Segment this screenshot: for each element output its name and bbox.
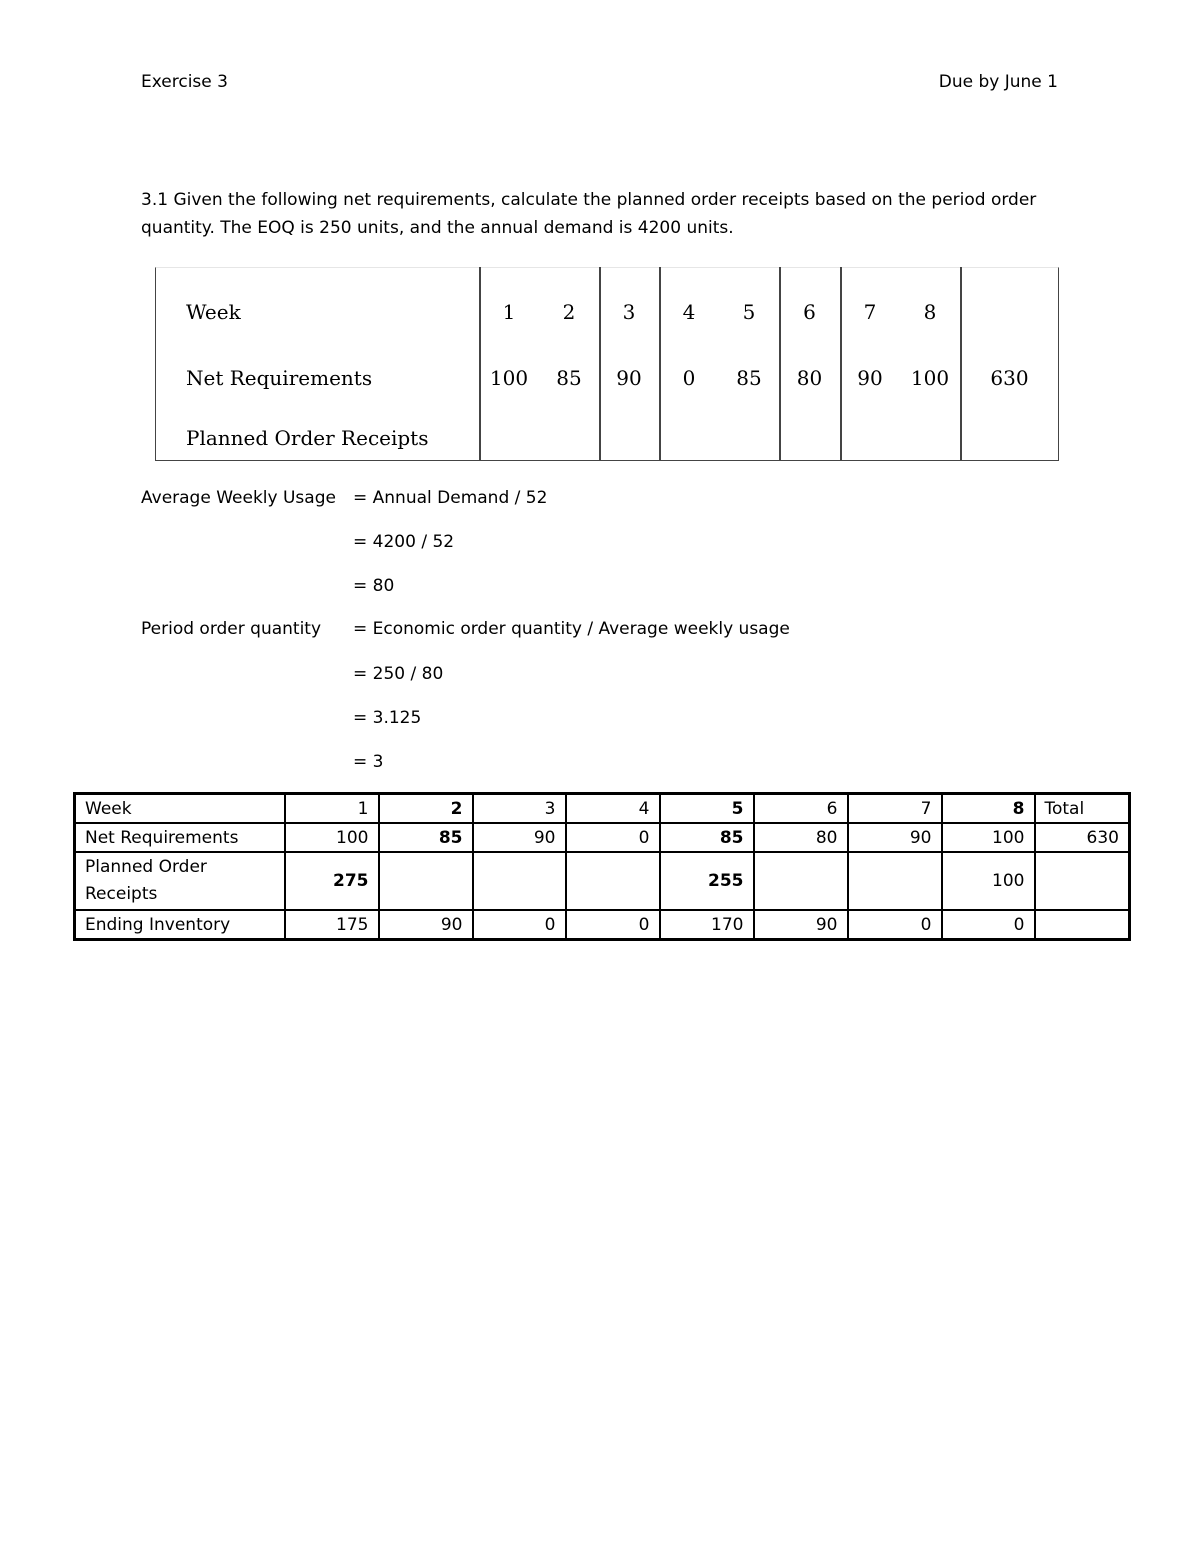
cell: 4 [682,300,696,324]
awu-result: = 80 [353,576,395,596]
cell: 100 [285,823,379,852]
question-text: 3.1 Given the following net requirements, calculate the planned order receipts based on the period order quantity. The EOQ is 250 units, and the annual demand is 4200 units. [141,190,1037,238]
cell: 90 [379,910,473,940]
row-label: Week [75,794,285,824]
result-row-net-requirements [75,823,1130,852]
poq-decimal: = 3.125 [353,708,422,728]
poq-result: = 3 [353,752,384,772]
source-table-divider [479,267,481,461]
source-table-divider [779,267,781,461]
row-label: Net Requirements [75,823,285,852]
cell: 275 [285,852,379,910]
cell: 0 [566,910,660,940]
cell: 90 [616,366,642,390]
cell: 7 [863,300,877,324]
cell [473,852,566,910]
cell: 3 [473,794,566,824]
row-label: Week [186,300,241,324]
cell: 2 [379,794,473,824]
cell: 100 [489,366,529,390]
cell: 630 [1035,823,1130,852]
cell: 0 [942,910,1035,940]
cell: 4 [566,794,660,824]
cell: 255 [660,852,754,910]
row-label: Planned Order Receipts [186,426,429,450]
cell: 100 [910,366,950,390]
cell: 1 [502,300,516,324]
cell: 8 [923,300,937,324]
result-row-ending-inventory [75,910,1130,940]
cell: 2 [562,300,576,324]
cell [754,852,848,910]
cell: 90 [473,823,566,852]
header-due-date: Due by June 1 [938,72,1058,92]
row-label: Planned Order Receipts [75,852,285,910]
cell: 3 [622,300,636,324]
cell: 6 [754,794,848,824]
row-label: Ending Inventory [75,910,285,940]
cell: 100 [942,823,1035,852]
cell: 85 [556,366,582,390]
cell: 170 [660,910,754,940]
cell: 8 [942,794,1035,824]
poq-formula: = Economic order quantity / Average weekly usage [353,619,790,639]
cell: 1 [285,794,379,824]
source-table-divider [960,267,962,461]
cell: 0 [566,823,660,852]
source-table-divider [599,267,601,461]
source-table-divider [659,267,661,461]
cell: 630 [990,366,1029,390]
cell: 5 [660,794,754,824]
cell: Total [1035,794,1130,824]
cell [379,852,473,910]
result-row-week [75,794,1130,824]
cell [566,852,660,910]
cell: 6 [803,300,816,324]
cell: 85 [660,823,754,852]
cell: 0 [682,366,696,390]
cell: 90 [857,366,883,390]
result-row-planned-order-receipts [75,852,1130,910]
header-exercise: Exercise 3 [141,72,228,92]
cell [1035,852,1130,910]
awu-formula: = Annual Demand / 52 [353,488,548,508]
cell: 90 [848,823,942,852]
cell: 0 [473,910,566,940]
awu-label: Average Weekly Usage [141,488,336,508]
cell: 0 [848,910,942,940]
row-label: Net Requirements [186,366,373,390]
poq-substitution: = 250 / 80 [353,664,444,684]
cell: 100 [942,852,1035,910]
cell: 7 [848,794,942,824]
source-table-divider [840,267,842,461]
cell: 85 [379,823,473,852]
source-table-border [155,267,1059,461]
poq-label: Period order quantity [141,619,322,639]
cell: 90 [754,910,848,940]
cell: 85 [736,366,762,390]
result-table [73,792,1131,941]
cell [1035,910,1130,940]
cell: 80 [754,823,848,852]
cell: 80 [796,366,823,390]
cell: 5 [742,300,756,324]
cell [848,852,942,910]
cell: 175 [285,910,379,940]
awu-substitution: = 4200 / 52 [353,532,455,552]
